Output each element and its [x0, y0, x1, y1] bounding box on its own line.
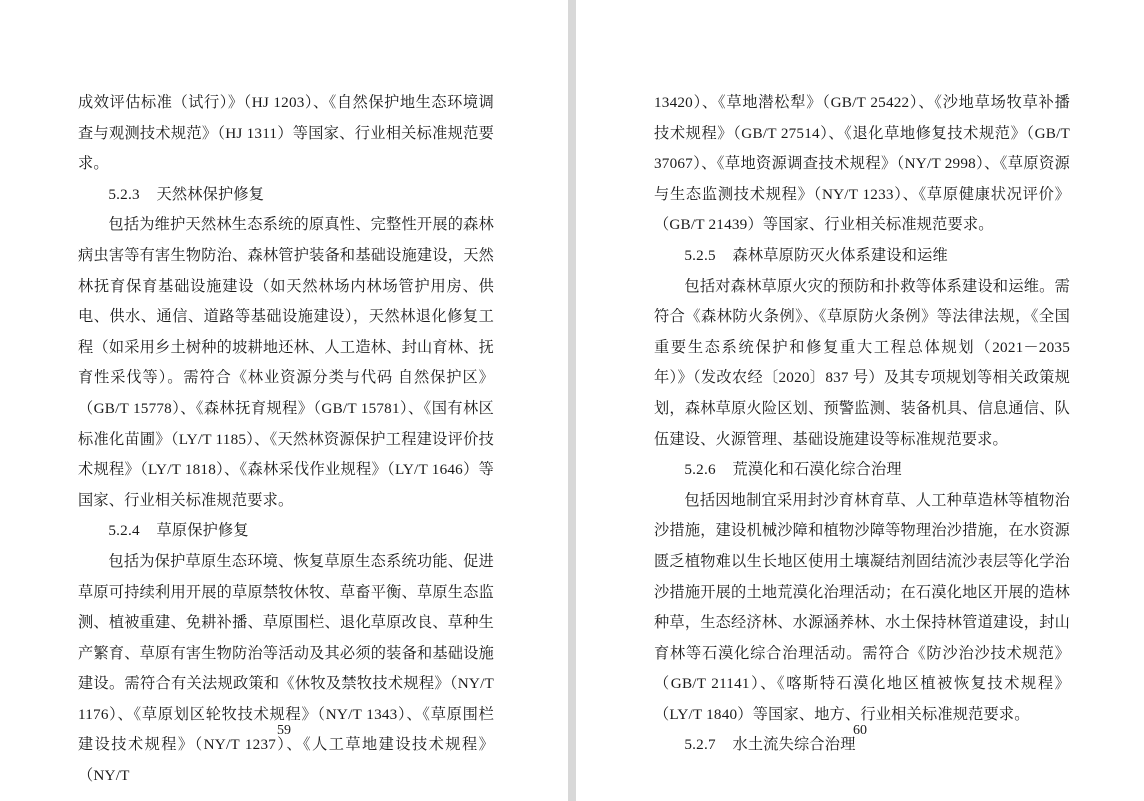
section-number: 5.2.7 [684, 736, 716, 754]
page-right [576, 0, 1144, 801]
section-title: 草原保护修复 [156, 522, 249, 540]
section-number: 5.2.4 [108, 522, 140, 540]
section-title: 天然林保护修复 [156, 185, 265, 203]
paragraph: 成效评估标准（试行）》（HJ 1203）、《自然保护地生态环境调查与观测技术规范》（HJ 1311）等国家、行业相关标准规范要求。 [78, 94, 494, 173]
section-number: 5.2.3 [108, 185, 140, 203]
section-heading [654, 241, 1070, 272]
paragraph: 13420）、《草地潜松犁》（GB/T 25422）、《沙地草场牧草补播技术规程》（GB/T 27514）、《退化草地修复技术规范》（GB/T 37067）、《草地资源调查技术规程》（NY/T 2998）、《草原资源与生态监测技术规程》（NY/T 1233）、《草原健康状况评价》（GB/T 21439）等国家、行业相关标准规范要求。 [654, 94, 1070, 234]
page-left [0, 0, 568, 801]
section-title: 森林草原防灭火体系建设和运维 [732, 246, 948, 264]
section-number: 5.2.5 [684, 246, 716, 264]
paragraph: 包括为保护草原生态环境、恢复草原生态系统功能、促进草原可持续利用开展的草原禁牧休牧、草畜平衡、草原生态监测、植被重建、免耕补播、草原围栏、退化草原改良、草种生产繁育、草原有害生物防治等活动及其必须的装备和基础设施建设。需符合有关法规政策和《休牧及禁牧技术规程》（NY/T 1176）、《草原划区轮牧技术规程》（NY/T 1343）、《草原围栏建设技术规程》（NY/T 1237）、《人工草地建设技术规程》（NY/T [78, 552, 494, 785]
paragraph: 包括为维护天然林生态系统的原真性、完整性开展的森林病虫害等有害生物防治、森林管护装备和基础设施建设，天然林抚育保育基础设施建设（如天然林场内林场管护用房、供电、供水、通信、道路等基础设施建设），天然林退化修复工程（如采用乡土树种的坡耕地还林、人工造林、封山育林、抚育性采伐等）。需符合《林业资源分类与代码 自然保护区》（GB/T 15778）、《森林抚育规程》（GB/T 15781）、《国有林区标准化苗圃》（LY/T 1185）、《天然林资源保护工程建设评价技术规程》（LY/T 1818）、《森林采伐作业规程》（LY/T 1646）等国家、行业相关标准规范要求。 [78, 216, 494, 509]
section-heading [654, 455, 1070, 486]
section-title: 荒漠化和石漠化综合治理 [732, 461, 902, 479]
section-heading [78, 180, 494, 211]
section-heading [78, 516, 494, 547]
section-title: 水土流失综合治理 [732, 736, 856, 754]
page-number: 60 [853, 723, 867, 738]
paragraph: 包括因地制宜采用封沙育林育草、人工种草造林等植物治沙措施，建设机械沙障和植物沙障等物理治沙措施，在水资源匮乏植物难以生长地区使用土壤凝结剂固结流沙表层等化学治沙措施开展的土地荒漠化治理活动；在石漠化地区开展的造林种草，生态经济林、水源涵养林、水土保持林管道建设，封山育林等石漠化综合治理活动。需符合《防沙治沙技术规范》（GB/T 21141）、《喀斯特石漠化地区植被恢复技术规程》（LY/T 1840）等国家、地方、行业相关标准规范要求。 [654, 491, 1070, 723]
page-number: 59 [277, 723, 291, 738]
section-number: 5.2.6 [684, 461, 716, 479]
paragraph: 包括对森林草原火灾的预防和扑救等体系建设和运维。需符合《森林防火条例》、《草原防火条例》等法律法规，《全国重要生态系统保护和修复重大工程总体规划（2021－2035 年）》（发改农经〔2020〕837 号）及其专项规划等相关政策规划，森林草原火险区划、预警监测、装备机具、信息通信、队伍建设、火源管理、基础设施建设等标准规范要求。 [654, 277, 1070, 448]
